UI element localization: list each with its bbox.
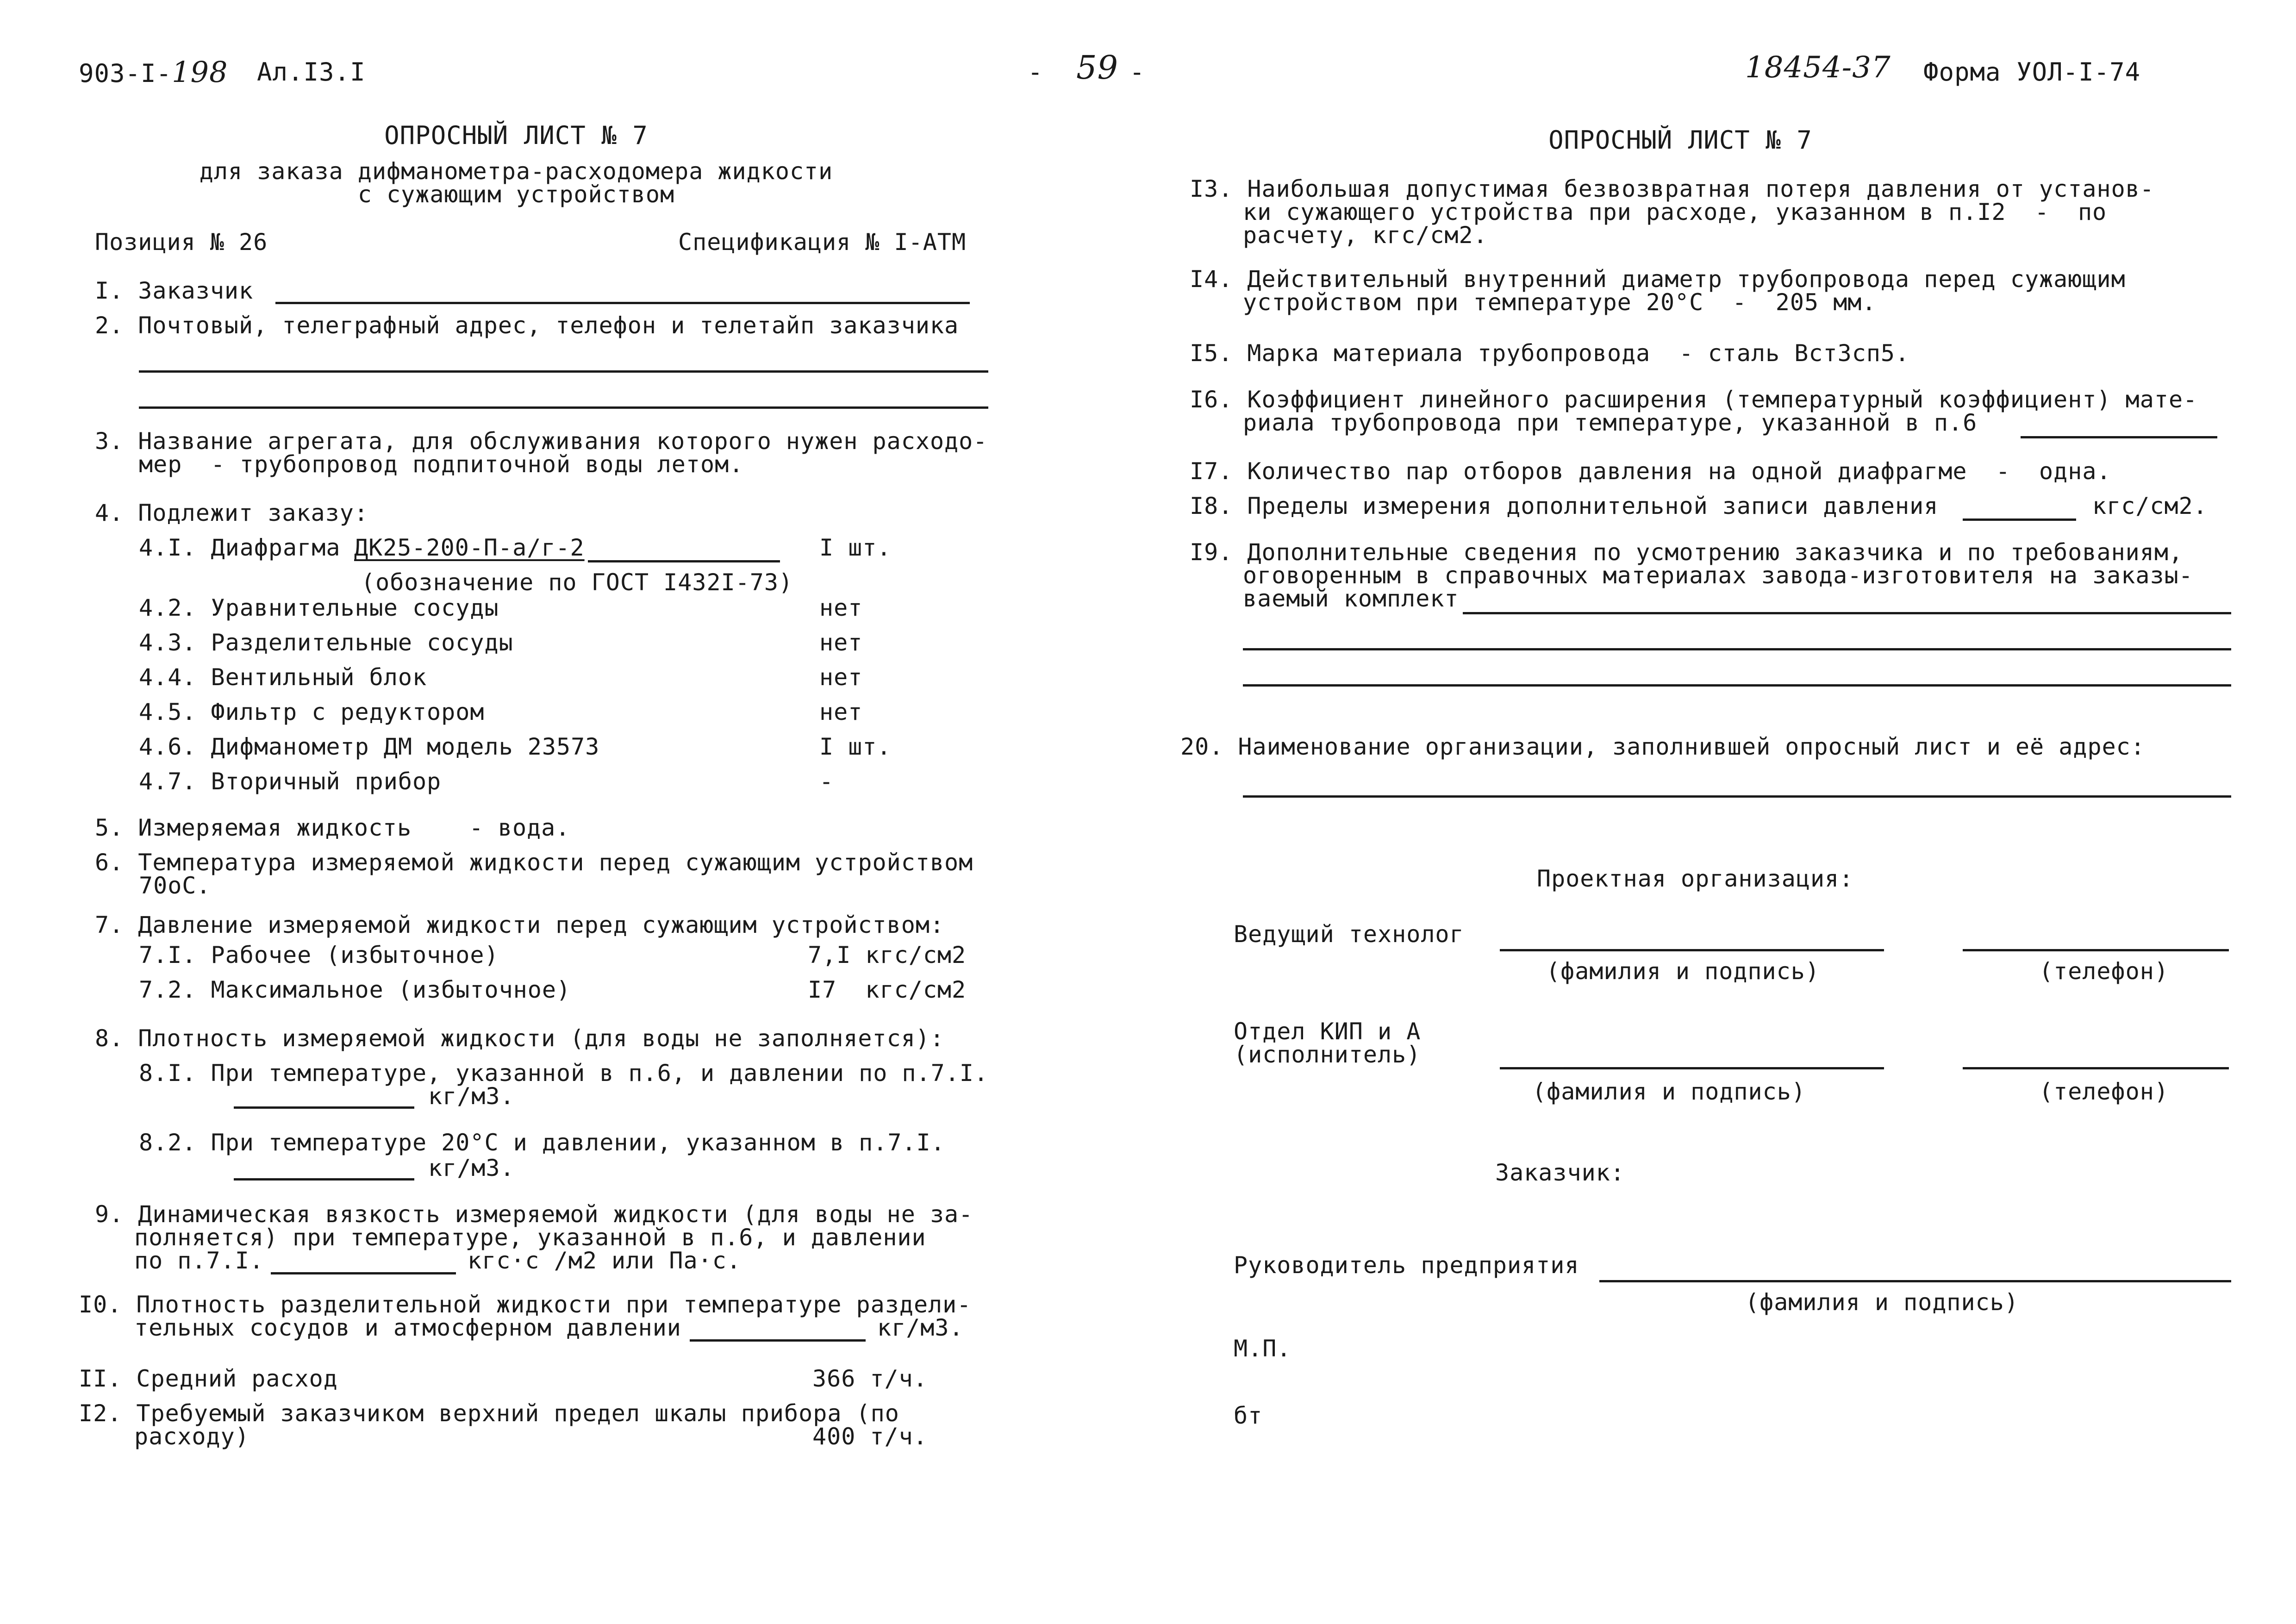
item-5-liquid: 5. Измеряемая жидкость - вода. bbox=[95, 814, 570, 841]
lead-technologist-name-caption: (фамилия и подпись) bbox=[1546, 958, 1820, 985]
item-2-address: 2. Почтовый, телеграфный адрес, телефон и телетайп заказчика bbox=[95, 312, 959, 339]
item-7-2: 7.2. Максимальное (избыточное) bbox=[139, 976, 571, 1003]
left-form-subtitle-1: для заказа дифманометра-расходомера жидкости bbox=[199, 158, 833, 185]
item-6-line-2: 70оС. bbox=[139, 872, 211, 899]
item-8-2: 8.2. При температуре 20°С и давлении, указанном в п.7.I. bbox=[139, 1129, 945, 1156]
item-4-1-qty: I шт. bbox=[819, 534, 892, 561]
item-19-line-3: ваемый комплект bbox=[1243, 585, 1459, 612]
right-form-title: ОПРОСНЫЙ ЛИСТ № 7 bbox=[1548, 125, 1812, 155]
item-4-1-diaphragm-value: ДК25-200-П-а/г-2 bbox=[354, 534, 585, 561]
item-1-customer: I. Заказчик bbox=[95, 277, 254, 304]
header-right-handwritten: 18454-37 bbox=[1745, 50, 1891, 85]
header-album: Ал.I3.I bbox=[257, 57, 366, 87]
item-19-fill-line-1 bbox=[1463, 612, 2231, 614]
item-4-5: 4.5. Фильтр с редуктором bbox=[139, 699, 485, 725]
item-8-1-unit: кг/м3. bbox=[428, 1083, 515, 1110]
stamp-place-label: М.П. bbox=[1234, 1335, 1292, 1362]
header-page-prefix: - bbox=[1028, 57, 1043, 87]
customer-label: Заказчик: bbox=[1495, 1159, 1625, 1186]
item-4-7-value: - bbox=[819, 768, 834, 795]
item-4-2-value: нет bbox=[819, 594, 863, 621]
item-9-line-3: по п.7.I. bbox=[134, 1247, 264, 1274]
item-11-avg-flow: II. Средний расход bbox=[79, 1365, 338, 1392]
lead-technologist-phone-line bbox=[1963, 949, 2229, 951]
design-organization-label: Проектная организация: bbox=[1537, 865, 1854, 892]
kip-phone-line bbox=[1963, 1067, 2229, 1069]
item-3-line-1: 3. Название агрегата, для обслуживания которого нужен расходо- bbox=[95, 428, 988, 455]
item-12-value: 400 т/ч. bbox=[812, 1423, 928, 1450]
item-12-line-2: расходу) bbox=[134, 1423, 250, 1450]
item-4-order: 4. Подлежит заказу: bbox=[95, 500, 368, 526]
item-19-line-1: I9. Дополнительные сведения по усмотрению заказчика и по требованиям, bbox=[1190, 539, 2184, 566]
item-13-line-3: расчету, кгс/см2. bbox=[1243, 222, 1488, 249]
item-4-3: 4.3. Разделительные сосуды bbox=[139, 629, 513, 656]
item-8-1-fill-line bbox=[234, 1106, 414, 1109]
kip-sign-line bbox=[1500, 1067, 1884, 1069]
item-8-2-fill-line bbox=[234, 1178, 414, 1181]
item-10-fill-line bbox=[690, 1339, 866, 1342]
item-14-line-2: устройством при температуре 20°С - 205 мм. bbox=[1243, 289, 1877, 316]
item-8-1: 8.I. При температуре, указанной в п.6, и давлении по п.7.I. bbox=[139, 1060, 989, 1087]
item-7-1-value: 7,I кгс/см2 bbox=[808, 942, 967, 968]
item-14-line-1: I4. Действительный внутренний диаметр трубопровода перед сужающим bbox=[1190, 266, 2126, 293]
item-7-1: 7.I. Рабочее (избыточное) bbox=[139, 942, 499, 968]
item-4-4: 4.4. Вентильный блок bbox=[139, 664, 427, 691]
header-left-code: 903-I-198 bbox=[79, 55, 228, 89]
header-page-suffix: - bbox=[1129, 57, 1145, 87]
lead-technologist-sign-line bbox=[1500, 949, 1884, 951]
bottom-mark: бт bbox=[1234, 1402, 1263, 1429]
item-10-line-1: I0. Плотность разделительной жидкости при температуре раздели- bbox=[79, 1291, 972, 1318]
left-page bbox=[0, 0, 1102, 1624]
item-4-5-value: нет bbox=[819, 699, 863, 725]
item-19-line-2: оговоренным в справочных материалах завода-изготовителя на заказы- bbox=[1243, 562, 2193, 589]
item-10-unit: кг/м3. bbox=[877, 1314, 964, 1341]
kip-name-caption: (фамилия и подпись) bbox=[1532, 1078, 1806, 1105]
lead-technologist-label: Ведущий технолог bbox=[1234, 921, 1464, 948]
position-number: Позиция № 26 bbox=[95, 229, 268, 256]
item-4-6-value: I шт. bbox=[819, 733, 892, 760]
item-19-fill-line-3 bbox=[1243, 684, 2231, 687]
item-4-4-value: нет bbox=[819, 664, 863, 691]
left-form-title: ОПРОСНЫЙ ЛИСТ № 7 bbox=[384, 121, 648, 150]
item-13-line-2: ки сужающего устройства при расходе, указанном в п.I2 - по bbox=[1243, 199, 2107, 225]
item-9-line-1: 9. Динамическая вязкость измеряемой жидкости (для воды не за- bbox=[95, 1201, 973, 1228]
header-form: Форма УОЛ-I-74 bbox=[1923, 57, 2141, 87]
left-form-subtitle-2: с сужающим устройством bbox=[357, 181, 675, 208]
item-13-line-1: I3. Наибольшая допустимая безвозвратная потеря давления от установ- bbox=[1190, 175, 2154, 202]
director-label: Руководитель предприятия bbox=[1234, 1252, 1579, 1279]
kip-phone-caption: (телефон) bbox=[2039, 1078, 2169, 1105]
item-9-line-2: полняется) при температуре, указанной в п.6, и давлении bbox=[134, 1224, 926, 1251]
lead-technologist-phone-caption: (телефон) bbox=[2039, 958, 2169, 985]
item-4-1-label: 4.I. Диафрагма bbox=[139, 534, 341, 561]
item-8-2-unit: кг/м3. bbox=[428, 1155, 515, 1181]
item-4-7: 4.7. Вторичный прибор bbox=[139, 768, 442, 795]
item-20-fill-line bbox=[1243, 795, 2231, 798]
item-19-fill-line-2 bbox=[1243, 648, 2231, 650]
item-8-density: 8. Плотность измеряемой жидкости (для воды не заполняется): bbox=[95, 1025, 945, 1052]
item-16-line-2: риала трубопровода при температуре, указанной в п.6 bbox=[1243, 409, 1978, 436]
item-9-unit: кгс·с /м2 или Па·с. bbox=[468, 1247, 741, 1274]
kip-department-label: Отдел КИП и А bbox=[1234, 1018, 1421, 1045]
header-page-number: 59 bbox=[1076, 49, 1119, 87]
director-name-caption: (фамилия и подпись) bbox=[1745, 1289, 2019, 1316]
address-fill-line-1 bbox=[139, 370, 988, 373]
item-20-organization: 20. Наименование организации, заполнившей опросный лист и её адрес: bbox=[1180, 733, 2145, 760]
right-page bbox=[1076, 0, 2296, 1624]
diaphragm-fill-line bbox=[588, 560, 780, 562]
item-7-pressure: 7. Давление измеряемой жидкости перед сужающим устройством: bbox=[95, 912, 945, 938]
item-15-material: I5. Марка материала трубопровода - сталь ВстЗсп5. bbox=[1190, 340, 1910, 367]
item-10-line-2: тельных сосудов и атмосферном давлении bbox=[134, 1314, 681, 1341]
item-9-fill-line bbox=[271, 1272, 456, 1274]
item-4-3-value: нет bbox=[819, 629, 863, 656]
header-left-handwritten: 198 bbox=[172, 55, 228, 89]
item-4-1-note: (обозначение по ГОСТ I432I-73) bbox=[361, 569, 793, 596]
item-18-limits: I8. Пределы измерения дополнительной записи давления bbox=[1190, 493, 1939, 519]
item-3-line-2: мер - трубопровод подпиточной воды летом. bbox=[139, 451, 744, 478]
item-18-fill-line bbox=[1963, 518, 2076, 521]
item-16-line-1: I6. Коэффициент линейного расширения (температурный коэффициент) мате- bbox=[1190, 386, 2198, 413]
item-16-fill-line bbox=[2021, 436, 2217, 438]
item-4-6: 4.6. Дифманометр ДМ модель 23573 bbox=[139, 733, 600, 760]
item-12-line-1: I2. Требуемый заказчиком верхний предел шкалы прибора (по bbox=[79, 1400, 899, 1427]
director-sign-line bbox=[1599, 1280, 2231, 1282]
kip-executor-label: (исполнитель) bbox=[1234, 1041, 1421, 1068]
specification-number: Спецификация № I-АТМ bbox=[678, 229, 967, 256]
customer-fill-line bbox=[275, 302, 970, 304]
item-7-2-value: I7 кгс/см2 bbox=[808, 976, 967, 1003]
item-4-2: 4.2. Уравнительные сосуды bbox=[139, 594, 499, 621]
item-11-value: 366 т/ч. bbox=[812, 1365, 928, 1392]
address-fill-line-2 bbox=[139, 406, 988, 409]
item-18-unit: кгс/см2. bbox=[2092, 493, 2208, 519]
item-6-line-1: 6. Температура измеряемой жидкости перед сужающим устройством bbox=[95, 849, 973, 876]
item-17-taps: I7. Количество пар отборов давления на одной диафрагме - одна. bbox=[1190, 458, 2111, 485]
